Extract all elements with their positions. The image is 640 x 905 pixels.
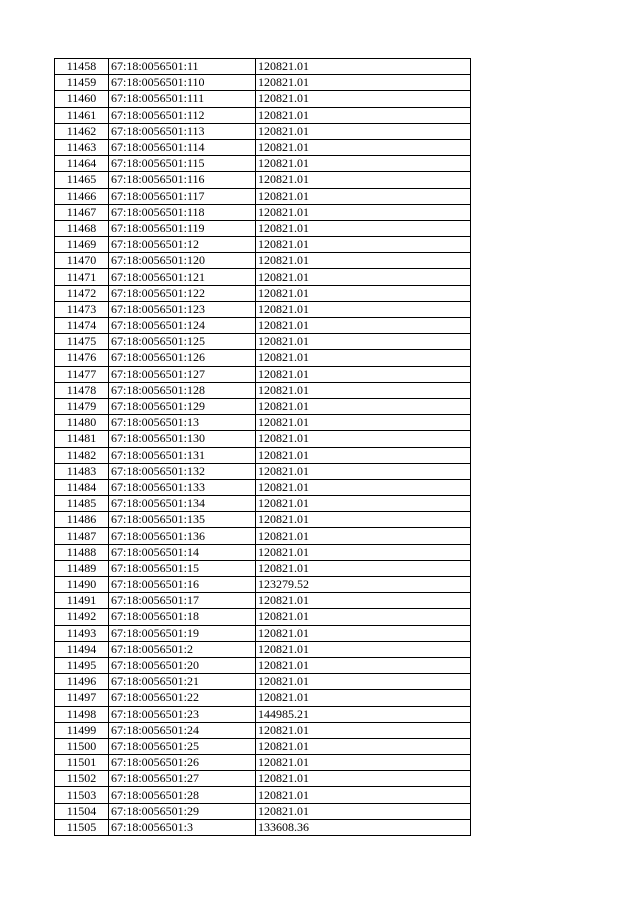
cadastral-number-cell: 67:18:0056501:134 xyxy=(109,496,256,512)
table-row xyxy=(55,269,471,285)
cadastral-value-cell: 120821.01 xyxy=(256,755,471,771)
cadastral-number-cell: 67:18:0056501:126 xyxy=(109,350,256,366)
cadastral-value-cell: 120821.01 xyxy=(256,59,471,75)
document-page xyxy=(54,58,471,836)
row-number-cell: 11489 xyxy=(55,560,109,576)
row-number-cell: 11484 xyxy=(55,479,109,495)
table-row xyxy=(55,803,471,819)
table-row xyxy=(55,204,471,220)
cadastral-value-cell: 120821.01 xyxy=(256,382,471,398)
cadastral-number-cell: 67:18:0056501:26 xyxy=(109,755,256,771)
table-row xyxy=(55,75,471,91)
table-row xyxy=(55,674,471,690)
row-number-cell: 11461 xyxy=(55,107,109,123)
table-row xyxy=(55,560,471,576)
cadastral-value-cell: 120821.01 xyxy=(256,301,471,317)
cadastral-value-cell: 120821.01 xyxy=(256,269,471,285)
cadastral-number-cell: 67:18:0056501:24 xyxy=(109,722,256,738)
cadastral-value-cell: 123279.52 xyxy=(256,577,471,593)
table-row xyxy=(55,738,471,754)
cadastral-number-cell: 67:18:0056501:110 xyxy=(109,75,256,91)
cadastral-number-cell: 67:18:0056501:135 xyxy=(109,512,256,528)
cadastral-number-cell: 67:18:0056501:3 xyxy=(109,819,256,835)
cadastral-value-cell: 120821.01 xyxy=(256,544,471,560)
row-number-cell: 11494 xyxy=(55,641,109,657)
cadastral-value-cell: 120821.01 xyxy=(256,463,471,479)
row-number-cell: 11501 xyxy=(55,755,109,771)
row-number-cell: 11496 xyxy=(55,674,109,690)
cadastral-value-cell: 120821.01 xyxy=(256,156,471,172)
row-number-cell: 11492 xyxy=(55,609,109,625)
cadastral-value-cell: 120821.01 xyxy=(256,787,471,803)
row-number-cell: 11460 xyxy=(55,91,109,107)
row-number-cell: 11481 xyxy=(55,431,109,447)
cadastral-value-cell: 120821.01 xyxy=(256,123,471,139)
table-row xyxy=(55,641,471,657)
cadastral-value-cell: 120821.01 xyxy=(256,560,471,576)
row-number-cell: 11459 xyxy=(55,75,109,91)
cadastral-value-cell: 120821.01 xyxy=(256,771,471,787)
row-number-cell: 11504 xyxy=(55,803,109,819)
row-number-cell: 11478 xyxy=(55,382,109,398)
cadastral-value-cell: 120821.01 xyxy=(256,415,471,431)
row-number-cell: 11483 xyxy=(55,463,109,479)
row-number-cell: 11490 xyxy=(55,577,109,593)
cadastral-value-cell: 120821.01 xyxy=(256,593,471,609)
row-number-cell: 11475 xyxy=(55,334,109,350)
cadastral-number-cell: 67:18:0056501:19 xyxy=(109,625,256,641)
row-number-cell: 11472 xyxy=(55,285,109,301)
cadastral-number-cell: 67:18:0056501:18 xyxy=(109,609,256,625)
row-number-cell: 11485 xyxy=(55,496,109,512)
cadastral-value-cell: 120821.01 xyxy=(256,318,471,334)
table-row xyxy=(55,91,471,107)
cadastral-value-cell: 144985.21 xyxy=(256,706,471,722)
row-number-cell: 11495 xyxy=(55,657,109,673)
table-row xyxy=(55,220,471,236)
cadastral-number-cell: 67:18:0056501:121 xyxy=(109,269,256,285)
cadastral-value-cell: 120821.01 xyxy=(256,625,471,641)
cadastral-number-cell: 67:18:0056501:29 xyxy=(109,803,256,819)
cadastral-number-cell: 67:18:0056501:14 xyxy=(109,544,256,560)
cadastral-number-cell: 67:18:0056501:11 xyxy=(109,59,256,75)
cadastral-number-cell: 67:18:0056501:118 xyxy=(109,204,256,220)
cadastral-value-cell: 120821.01 xyxy=(256,690,471,706)
table-row xyxy=(55,59,471,75)
cadastral-number-cell: 67:18:0056501:133 xyxy=(109,479,256,495)
table-row xyxy=(55,544,471,560)
cadastral-value-cell: 120821.01 xyxy=(256,253,471,269)
cadastral-value-cell: 120821.01 xyxy=(256,350,471,366)
table-row xyxy=(55,334,471,350)
cadastral-value-cell: 120821.01 xyxy=(256,188,471,204)
cadastral-number-cell: 67:18:0056501:119 xyxy=(109,220,256,236)
row-number-cell: 11479 xyxy=(55,398,109,414)
cadastral-value-cell: 120821.01 xyxy=(256,398,471,414)
table-row xyxy=(55,431,471,447)
cadastral-number-cell: 67:18:0056501:132 xyxy=(109,463,256,479)
table-row xyxy=(55,382,471,398)
row-number-cell: 11500 xyxy=(55,738,109,754)
row-number-cell: 11466 xyxy=(55,188,109,204)
table-row xyxy=(55,447,471,463)
row-number-cell: 11477 xyxy=(55,366,109,382)
cadastral-value-cell: 120821.01 xyxy=(256,431,471,447)
row-number-cell: 11473 xyxy=(55,301,109,317)
table-row xyxy=(55,755,471,771)
table-row xyxy=(55,528,471,544)
table-row xyxy=(55,771,471,787)
cadastral-number-cell: 67:18:0056501:127 xyxy=(109,366,256,382)
row-number-cell: 11480 xyxy=(55,415,109,431)
table-row xyxy=(55,318,471,334)
cadastral-value-cell: 120821.01 xyxy=(256,75,471,91)
table-row xyxy=(55,285,471,301)
cadastral-number-cell: 67:18:0056501:16 xyxy=(109,577,256,593)
row-number-cell: 11471 xyxy=(55,269,109,285)
cadastral-number-cell: 67:18:0056501:28 xyxy=(109,787,256,803)
row-number-cell: 11498 xyxy=(55,706,109,722)
cadastral-value-cell: 120821.01 xyxy=(256,139,471,155)
cadastral-value-cell: 120821.01 xyxy=(256,722,471,738)
table-row xyxy=(55,172,471,188)
cadastral-number-cell: 67:18:0056501:114 xyxy=(109,139,256,155)
row-number-cell: 11474 xyxy=(55,318,109,334)
cadastral-number-cell: 67:18:0056501:111 xyxy=(109,91,256,107)
table-row xyxy=(55,237,471,253)
cadastral-number-cell: 67:18:0056501:2 xyxy=(109,641,256,657)
cadastral-number-cell: 67:18:0056501:122 xyxy=(109,285,256,301)
row-number-cell: 11505 xyxy=(55,819,109,835)
table-row xyxy=(55,398,471,414)
table-row xyxy=(55,156,471,172)
cadastral-value-cell: 120821.01 xyxy=(256,609,471,625)
cadastral-number-cell: 67:18:0056501:23 xyxy=(109,706,256,722)
cadastral-number-cell: 67:18:0056501:124 xyxy=(109,318,256,334)
cadastral-number-cell: 67:18:0056501:136 xyxy=(109,528,256,544)
row-number-cell: 11482 xyxy=(55,447,109,463)
row-number-cell: 11468 xyxy=(55,220,109,236)
cadastral-value-cell: 120821.01 xyxy=(256,334,471,350)
cadastral-number-cell: 67:18:0056501:12 xyxy=(109,237,256,253)
cadastral-value-cell: 120821.01 xyxy=(256,366,471,382)
cadastral-number-cell: 67:18:0056501:123 xyxy=(109,301,256,317)
cadastral-value-cell: 120821.01 xyxy=(256,237,471,253)
row-number-cell: 11458 xyxy=(55,59,109,75)
cadastral-number-cell: 67:18:0056501:17 xyxy=(109,593,256,609)
cadastral-value-cell: 120821.01 xyxy=(256,674,471,690)
row-number-cell: 11488 xyxy=(55,544,109,560)
table-row xyxy=(55,722,471,738)
cadastral-value-table xyxy=(54,58,471,836)
row-number-cell: 11467 xyxy=(55,204,109,220)
cadastral-value-cell: 120821.01 xyxy=(256,172,471,188)
table-row xyxy=(55,819,471,835)
table-row xyxy=(55,479,471,495)
table-row xyxy=(55,107,471,123)
row-number-cell: 11465 xyxy=(55,172,109,188)
cadastral-value-cell: 120821.01 xyxy=(256,479,471,495)
cadastral-number-cell: 67:18:0056501:129 xyxy=(109,398,256,414)
row-number-cell: 11464 xyxy=(55,156,109,172)
table-row xyxy=(55,463,471,479)
table-body xyxy=(55,59,471,836)
cadastral-number-cell: 67:18:0056501:113 xyxy=(109,123,256,139)
row-number-cell: 11487 xyxy=(55,528,109,544)
cadastral-number-cell: 67:18:0056501:13 xyxy=(109,415,256,431)
row-number-cell: 11497 xyxy=(55,690,109,706)
cadastral-number-cell: 67:18:0056501:128 xyxy=(109,382,256,398)
table-row xyxy=(55,366,471,382)
table-row xyxy=(55,301,471,317)
table-row xyxy=(55,350,471,366)
table-row xyxy=(55,415,471,431)
cadastral-number-cell: 67:18:0056501:131 xyxy=(109,447,256,463)
row-number-cell: 11502 xyxy=(55,771,109,787)
cadastral-value-cell: 120821.01 xyxy=(256,657,471,673)
row-number-cell: 11499 xyxy=(55,722,109,738)
cadastral-number-cell: 67:18:0056501:112 xyxy=(109,107,256,123)
row-number-cell: 11470 xyxy=(55,253,109,269)
cadastral-value-cell: 120821.01 xyxy=(256,738,471,754)
table-row xyxy=(55,123,471,139)
table-row xyxy=(55,593,471,609)
cadastral-number-cell: 67:18:0056501:20 xyxy=(109,657,256,673)
cadastral-value-cell: 120821.01 xyxy=(256,91,471,107)
table-row xyxy=(55,690,471,706)
table-row xyxy=(55,496,471,512)
cadastral-value-cell: 133608.36 xyxy=(256,819,471,835)
cadastral-number-cell: 67:18:0056501:116 xyxy=(109,172,256,188)
cadastral-number-cell: 67:18:0056501:25 xyxy=(109,738,256,754)
row-number-cell: 11491 xyxy=(55,593,109,609)
table-row xyxy=(55,706,471,722)
cadastral-number-cell: 67:18:0056501:125 xyxy=(109,334,256,350)
cadastral-value-cell: 120821.01 xyxy=(256,803,471,819)
cadastral-number-cell: 67:18:0056501:117 xyxy=(109,188,256,204)
cadastral-value-cell: 120821.01 xyxy=(256,528,471,544)
cadastral-number-cell: 67:18:0056501:115 xyxy=(109,156,256,172)
cadastral-value-cell: 120821.01 xyxy=(256,512,471,528)
cadastral-value-cell: 120821.01 xyxy=(256,641,471,657)
table-row xyxy=(55,609,471,625)
cadastral-value-cell: 120821.01 xyxy=(256,220,471,236)
cadastral-value-cell: 120821.01 xyxy=(256,107,471,123)
cadastral-number-cell: 67:18:0056501:22 xyxy=(109,690,256,706)
table-row xyxy=(55,139,471,155)
row-number-cell: 11486 xyxy=(55,512,109,528)
table-row xyxy=(55,787,471,803)
row-number-cell: 11493 xyxy=(55,625,109,641)
row-number-cell: 11469 xyxy=(55,237,109,253)
table-row xyxy=(55,512,471,528)
row-number-cell: 11463 xyxy=(55,139,109,155)
table-row xyxy=(55,657,471,673)
cadastral-value-cell: 120821.01 xyxy=(256,285,471,301)
table-row xyxy=(55,577,471,593)
cadastral-number-cell: 67:18:0056501:15 xyxy=(109,560,256,576)
cadastral-number-cell: 67:18:0056501:130 xyxy=(109,431,256,447)
cadastral-number-cell: 67:18:0056501:21 xyxy=(109,674,256,690)
row-number-cell: 11476 xyxy=(55,350,109,366)
cadastral-value-cell: 120821.01 xyxy=(256,204,471,220)
cadastral-value-cell: 120821.01 xyxy=(256,447,471,463)
table-row xyxy=(55,253,471,269)
cadastral-value-cell: 120821.01 xyxy=(256,496,471,512)
cadastral-number-cell: 67:18:0056501:120 xyxy=(109,253,256,269)
row-number-cell: 11462 xyxy=(55,123,109,139)
row-number-cell: 11503 xyxy=(55,787,109,803)
table-row xyxy=(55,625,471,641)
cadastral-number-cell: 67:18:0056501:27 xyxy=(109,771,256,787)
table-row xyxy=(55,188,471,204)
